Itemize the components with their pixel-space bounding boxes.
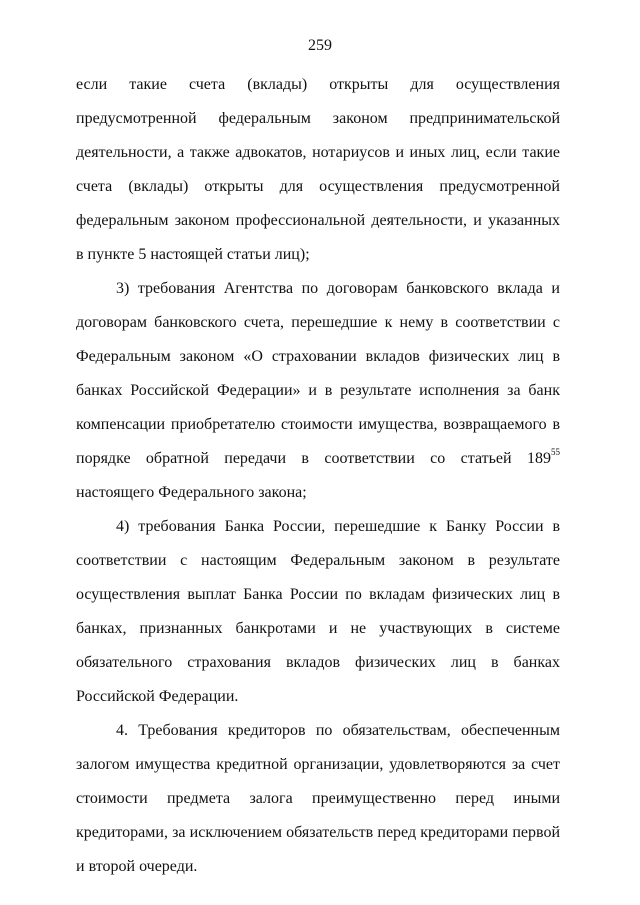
page-number: 259 — [308, 37, 332, 54]
paragraph-item-4: 4) требования Банка России, перешедшие к Банку России в соответствии с настоящим Федеральным законом в результате осуществления выплат Банка России по вкладам физических лиц в банках, признанных банкротами и не участвующих в системе обязательного страхования вкладов физических лиц в банках Российской Федерации. — [76, 518, 560, 705]
paragraph-item-3 — [76, 272, 560, 510]
paragraph-section-4: 4. Требования кредиторов по обязательствам, обеспеченным залогом имущества кредитной организации, удовлетворяются за счет стоимости предмета залога преимущественно перед иными кредиторами, за исключением обязательств перед кредиторами первой и второй очереди. — [76, 722, 560, 875]
paragraph-item-3-text-end: настоящего Федерального закона; — [76, 484, 307, 501]
paragraph-item-3-text: 3) требования Агентства по договорам банковского вклада и договорам банковского счета, перешедшие к нему в соответствии с Федеральным законом «О страховании вкладов физических лиц в банках Российской Федерации» и в результате исполнения за банк компенсации приобретателю стоимости имущества, возвращаемого в порядке обратной передачи в соответствии со статьей 189 — [76, 280, 560, 467]
article-superscript: 55 — [551, 446, 560, 457]
document-body — [76, 68, 560, 884]
paragraph-continuation: если такие счета (вклады) открыты для осуществления предусмотренной федеральным законом предпринимательской деятельности, а также адвокатов, нотариусов и иных лиц, если такие счета (вклады) открыты для осуществления предусмотренной федеральным законом профессиональной деятельности, и указанных в пункте 5 настоящей статьи лиц); — [76, 76, 560, 263]
